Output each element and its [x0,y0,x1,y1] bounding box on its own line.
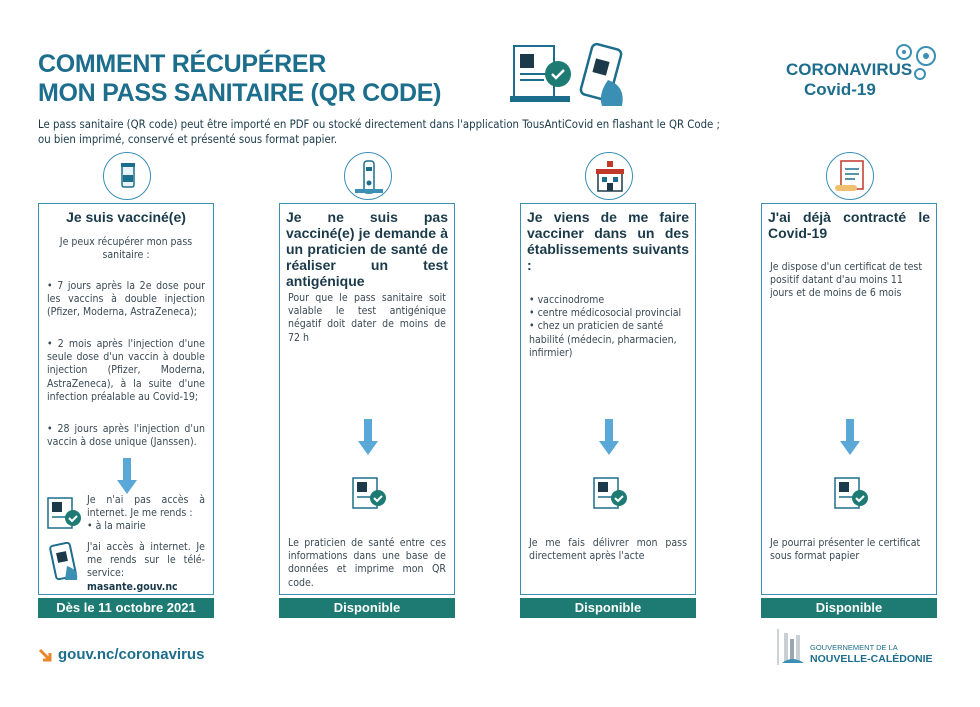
list-item: • vaccinodrome [529,294,605,306]
antigen-test-icon [344,152,392,200]
qr-document-icon [591,476,629,512]
intro-text [38,117,938,147]
brand-line-2: Covid-19 [804,80,876,99]
intro-line-2: ou bien imprimé, conservé et présenté sous format papier. [38,133,338,146]
column-result: Je me fais délivrer mon pass directement après l'acte [529,537,687,563]
column-heading: Je ne suis pas vacciné(e) je demande à un praticien de santé de réaliser un test antigénique [286,209,448,289]
footer-url-link[interactable]: gouv.nc/coronavirus [58,646,205,663]
qr-document-icon [832,476,870,512]
government-logo [770,625,940,669]
qr-document-icon [45,496,83,532]
government-line-2: NOUVELLE-CALÉDONIE [810,653,933,665]
no-internet-bullet: • à la mairie [87,520,146,533]
column-heading: Je suis vacciné(e) [66,209,186,225]
page-title [38,50,441,108]
down-arrow-icon [117,458,137,496]
teleservice-link[interactable]: masante.gouv.nc [87,581,178,593]
vaccine-vial-icon [103,152,151,200]
no-internet-label: Je n'ai pas accès à internet. Je me rends : [87,494,205,520]
column-result: Je pourrai présenter le certificat sous format papier [770,537,921,563]
column-vaccinated [38,203,214,595]
column-intro: Je peux récupérer mon pass sanitaire : [59,236,193,262]
column-not-vaccinated [279,203,455,595]
column-heading: Je viens de me faire vacciner dans un des établissements suivants : [527,209,689,273]
health-center-icon [585,152,633,200]
title-line-1: COMMENT RÉCUPÉRER [38,50,326,78]
down-arrow-icon [840,419,860,457]
status-badge: Disponible [520,598,696,618]
bullet-item: • 2 mois après l'injection d'une seule dose d'un vaccin à double injection (Pfizer, Moderna, AstraZeneca), à la suite d'une infection préalable au Covid-19; [47,338,205,403]
virus-icon [890,40,942,82]
no-internet-text [87,494,205,534]
brand-line-1: CORONAVIRUS [786,60,913,79]
arrow-icon [38,648,54,664]
bullet-item: • 28 jours après l'injection d'un vaccin à dose unique (Janssen). [47,423,205,449]
down-arrow-icon [599,419,619,457]
header-qr-illustration-icon [508,40,634,108]
column-result: Le praticien de santé entre ces informations dans une base de données et imprime mon QR code. [288,537,446,589]
status-badge: Dès le 11 octobre 2021 [38,598,214,618]
down-arrow-icon [358,419,378,457]
column-recently-vaccinated [520,203,696,595]
certificate-icon [826,152,874,200]
phone-qr-icon [45,542,83,582]
internet-text: J'ai accès à internet. Je me rends sur le télé-service: [87,541,205,580]
status-badge: Disponible [761,598,937,618]
title-line-2: MON PASS SANITAIRE (QR CODE) [38,79,442,107]
column-body: Pour que le pass sanitaire soit valable le test antigénique négatif doit dater de moins de 72 h [288,292,446,344]
government-line-1: GOUVERNEMENT DE LA [810,643,898,652]
intro-line-1: Le pass sanitaire (QR code) peut être importé en PDF ou stocké directement dans l'application TousAntiCovid en flashant le QR Code ; [38,118,720,131]
list-item: • centre médicosocial provincial [529,307,682,320]
column-body: Je dispose d'un certificat de test positif datant d'au moins 11 jours et de moins de 6 mois [770,261,923,300]
status-badge: Disponible [279,598,455,618]
establishment-list [529,294,687,360]
column-already-infected [761,203,937,595]
list-item: • chez un praticien de santé habilité (médecin, pharmacien, infirmier) [529,320,677,359]
column-heading: J'ai déjà contracté le Covid-19 [768,209,930,241]
bullet-item: • 7 jours après la 2e dose pour les vaccins à double injection (Pfizer, Moderna, AstraZeneca); [47,280,205,319]
government-emblem-icon [770,625,806,669]
qr-document-icon [350,476,388,512]
